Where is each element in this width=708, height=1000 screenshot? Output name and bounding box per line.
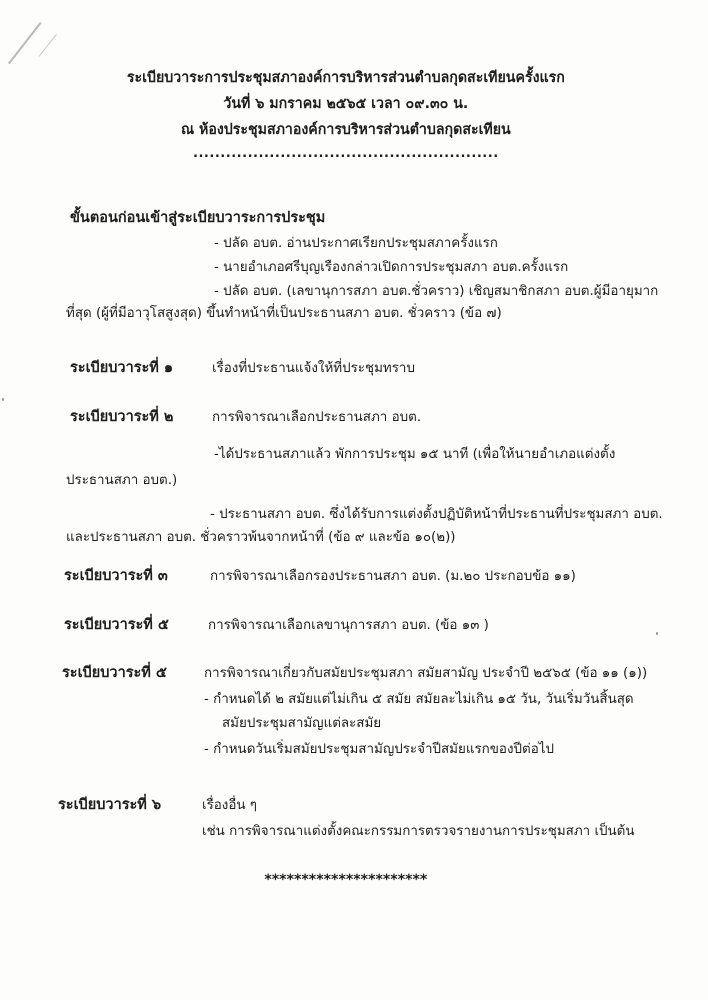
header-dotted-line: ........................................................	[193, 146, 499, 161]
document-title: ระเบียบวาระการประชุมสภาองค์การบริหารส่วนตำบลกุดสะเทียนครั้งแรก	[126, 70, 565, 86]
agenda-text: เรื่องอื่น ๆ	[202, 798, 257, 813]
place-line: ณ ห้องประชุมสภาองค์การบริหารส่วนตำบลกุดสะเทียน	[180, 122, 511, 138]
agenda-detail: - ประธานสภา อบต. ซึ่งได้รับการแต่งตั้งปฏิบัติหน้าที่ประธานที่ประชุมสภา อบต.	[210, 507, 663, 522]
agenda-label: ระเบียบวาระที่ ๒	[70, 409, 174, 425]
agenda-detail: -ได้ประธานสภาแล้ว พักการประชุม ๑๕ นาที (เพื่อให้นายอำเภอแต่งตั้ง	[214, 447, 616, 462]
agenda-label: ระเบียบวาระที่ ๖	[58, 797, 162, 813]
agenda-text: การพิจารณาเลือกประธานสภา อบต.	[212, 410, 422, 425]
agenda-detail: ประธานสภา อบต.)	[66, 473, 178, 488]
agenda-detail: และประธานสภา อบต. ชั่วคราวพ้นจากหน้าที่ (ข้อ ๙ และข้อ ๑๐(๒))	[66, 530, 456, 545]
scan-speck	[2, 398, 4, 401]
scan-line-mark	[8, 22, 42, 64]
agenda-text: การพิจารณาเกี่ยวกับสมัยประชุมสภา สมัยสามัญ ประจำปี ๒๕๖๕ (ข้อ ๑๑ (๑))	[204, 666, 648, 681]
pre-agenda-heading: ขั้นตอนก่อนเข้าสู่ระเบียบวาระการประชุม	[70, 210, 326, 226]
footer-stars: **********************	[264, 872, 428, 888]
date-line: วันที่ ๖ มกราคม ๒๕๖๕ เวลา ๐๙.๓๐ น.	[223, 96, 469, 112]
list-item: - ปลัด อบต. อ่านประกาศเรียกประชุมสภาครั้งแรก	[214, 236, 498, 251]
agenda-label: ระเบียบวาระที่ ๓	[64, 568, 168, 584]
agenda-detail: เช่น การพิจารณาแต่งตั้งคณะกรรมการตรวจรายงานการประชุมสภา เป็นต้น	[202, 824, 635, 839]
agenda-detail: สมัยประชุมสามัญแต่ละสมัย	[222, 716, 382, 731]
agenda-label: ระเบียบวาระที่ ๕	[64, 617, 169, 633]
scan-line-mark	[39, 34, 57, 57]
agenda-detail: - กำหนดได้ ๒ สมัยแต่ไม่เกิน ๕ สมัย สมัยละไม่เกิน ๑๕ วัน, วันเริ่มวันสิ้นสุด	[204, 692, 634, 707]
scan-speck	[656, 632, 658, 635]
list-item: - ปลัด อบต. (เลขานุการสภา อบต.ชั่วคราว) เชิญสมาชิกสภา อบต.ผู้มีอายุมาก	[214, 284, 659, 299]
list-item: - นายอำเภอศรีบุญเรืองกล่าวเปิดการประชุมสภา อบต.ครั้งแรก	[214, 260, 569, 275]
agenda-label: ระเบียบวาระที่ ๕	[62, 665, 167, 681]
agenda-text: การพิจารณาเลือกเลขานุการสภา อบต. (ข้อ ๑๓ )	[208, 618, 489, 633]
agenda-detail: - กำหนดวันเริ่มสมัยประชุมสามัญประจำปีสมัยแรกของปีต่อไป	[204, 742, 554, 757]
agenda-text: เรื่องที่ประธานแจ้งให้ที่ประชุมทราบ	[212, 361, 415, 376]
agenda-text: การพิจารณาเลือกรองประธานสภา อบต. (ม.๒๐ ประกอบข้อ ๑๑)	[210, 569, 576, 584]
list-item-continuation: ที่สุด (ผู้ที่มีอาวุโสสูงสุด) ขึ้นทำหน้าที่เป็นประธานสภา อบต. ชั่วคราว (ข้อ ๗)	[66, 306, 502, 321]
agenda-label: ระเบียบวาระที่ ๑	[70, 360, 174, 376]
